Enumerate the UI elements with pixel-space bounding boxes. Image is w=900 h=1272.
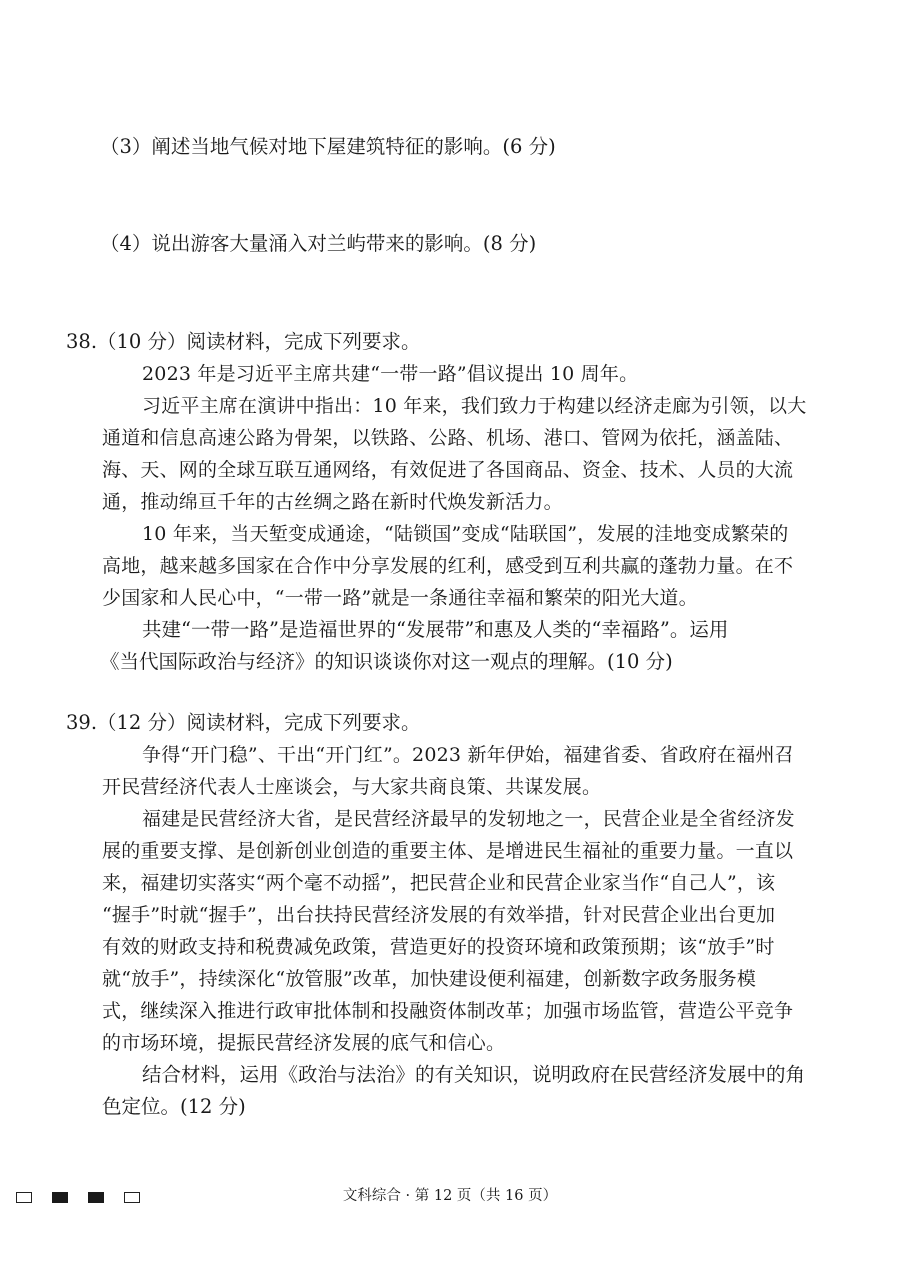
- question-38-heading: 38.（10 分）阅读材料，完成下列要求。: [66, 330, 421, 353]
- question-39-instruction: 结合材料，运用《政治与法治》的有关知识，说明政府在民营经济发展中的角: [142, 1063, 806, 1086]
- question-38-line: 高地，越来越多国家在合作中分享发展的红利，感受到互利共赢的蓬勃力量。在不: [102, 555, 794, 577]
- question-39-line: 的市场环境，提振民营经济发展的底气和信心。: [102, 1032, 506, 1054]
- question-38-instruction: 共建“一带一路”是造福世界的“发展带”和惠及人类的“幸福路”。运用: [142, 618, 729, 641]
- question-38-line: 少国家和人民心中，“一带一路”就是一条通往幸福和繁荣的阳光大道。: [102, 587, 698, 609]
- question-38-line: 通，推动绵亘千年的古丝绸之路在新时代焕发新活力。: [102, 491, 563, 513]
- question-38-line: 10 年来，当天堑变成通途，“陆锁国”变成“陆联国”，发展的洼地变成繁荣的: [142, 523, 789, 545]
- question-39-heading: 39.（12 分）阅读材料，完成下列要求。: [66, 711, 421, 734]
- question-39-instruction: 色定位。(12 分): [102, 1095, 246, 1118]
- question-38-line: 通道和信息高速公路为骨架，以铁路、公路、机场、港口、管网为依托，涵盖陆、: [102, 427, 794, 449]
- question-39-line: 来，福建切实落实“两个毫不动摇”，把民营企业和民营企业家当作“自己人”，该: [102, 872, 776, 894]
- question-39-line: 争得“开门稳”、干出“开门红”。2023 新年伊始，福建省委、省政府在福州召: [142, 744, 794, 766]
- question-39-line: 开民营经济代表人士座谈会，与大家共商良策、共谋发展。: [102, 776, 602, 798]
- question-39-line: 式，继续深入推进行政审批体制和投融资体制改革；加强市场监管，营造公平竞争: [102, 1000, 794, 1022]
- page-footer: 文科综合 · 第 12 页（共 16 页）: [342, 1188, 558, 1204]
- question-39-line: 有效的财政支持和税费减免政策，营造更好的投资环境和政策预期；该“放手”时: [102, 936, 775, 958]
- question-38-line: 2023 年是习近平主席共建“一带一路”倡议提出 10 周年。: [142, 363, 639, 385]
- question-39-line: 福建是民营经济大省，是民营经济最早的发轫地之一，民营企业是全省经济发: [142, 808, 795, 830]
- question-38-instruction: 《当代国际政治与经济》的知识谈谈你对这一观点的理解。(10 分): [100, 650, 673, 673]
- question-38-line: 习近平主席在演讲中指出：10 年来，我们致力于构建以经济走廊为引领，以大: [142, 395, 807, 417]
- sub-question-3: （3）阐述当地气候对地下屋建筑特征的影响。(6 分): [100, 135, 556, 158]
- question-39-line: “握手”时就“握手”，出台扶持民营经济发展的有效举措，针对民营企业出台更加: [102, 904, 776, 926]
- question-39-line: 就“放手”，持续深化“放管服”改革，加快建设便利福建，创新数字政务服务模: [102, 968, 757, 990]
- question-38-line: 海、天、网的全球互联互通网络，有效促进了各国商品、资金、技术、人员的大流: [102, 459, 794, 481]
- sub-question-4: （4）说出游客大量涌入对兰屿带来的影响。(8 分): [100, 232, 537, 255]
- question-39-line: 展的重要支撑、是创新创业创造的重要主体、是增进民生福祉的重要力量。一直以: [102, 840, 794, 862]
